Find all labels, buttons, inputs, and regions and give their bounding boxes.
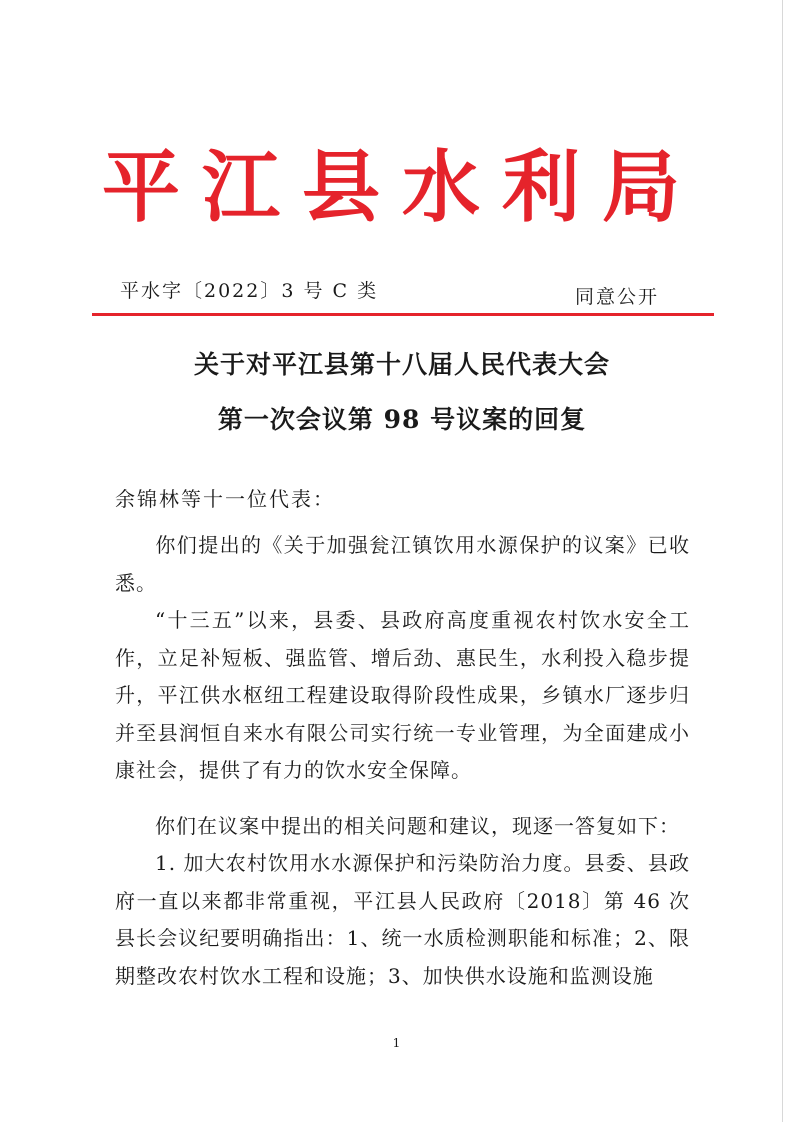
page-number: 1 (392, 1036, 401, 1050)
document-title-line-1: 关于对平江县第十八届人民代表大会 (193, 350, 610, 379)
body-paragraph (115, 527, 690, 602)
paragraph-text: 你们提出的《关于加强瓮江镇饮用水源保护的议案》已收悉。 (115, 533, 690, 595)
paragraph-text: 你们在议案中提出的相关问题和建议，现逐一答复如下： (155, 814, 680, 838)
page-edge (782, 0, 783, 1122)
salutation: 余锦林等十一位代表： (115, 487, 335, 511)
body-paragraph (115, 602, 690, 790)
agency-masthead: 平江县水利局 (101, 143, 702, 233)
paragraph-text: “十三五”以来，县委、县政府高度重视农村饮水安全工作，立足补短板、强监管、增后劲、惠民生，水利投入稳步提升，平江供水枢纽工程建设取得阶段性成果，乡镇水厂逐步归并至县润恒自来水有限公司实行统一专业管理，为全面建成小康社会，提供了有力的饮水安全保障。 (115, 608, 690, 782)
paragraph-text: 1. 加大农村饮用水水源保护和污染防治力度。县委、县政府一直以来都非常重视，平江县人民政府〔2018〕第 46 次县长会议纪要明确指出：1、统一水质检测职能和标准；2、限期整改农村饮水工程和设施；3、加快供水设施和监测设施 (115, 851, 690, 988)
disclosure-status: 同意公开 (575, 286, 660, 308)
body-paragraph (115, 845, 690, 995)
document-title-line-2: 第一次会议第 98 号议案的回复 (217, 405, 587, 434)
body-paragraph (115, 808, 690, 846)
red-separator-line (92, 313, 714, 316)
document-number: 平水字〔2022〕3 号 C 类 (120, 280, 379, 302)
